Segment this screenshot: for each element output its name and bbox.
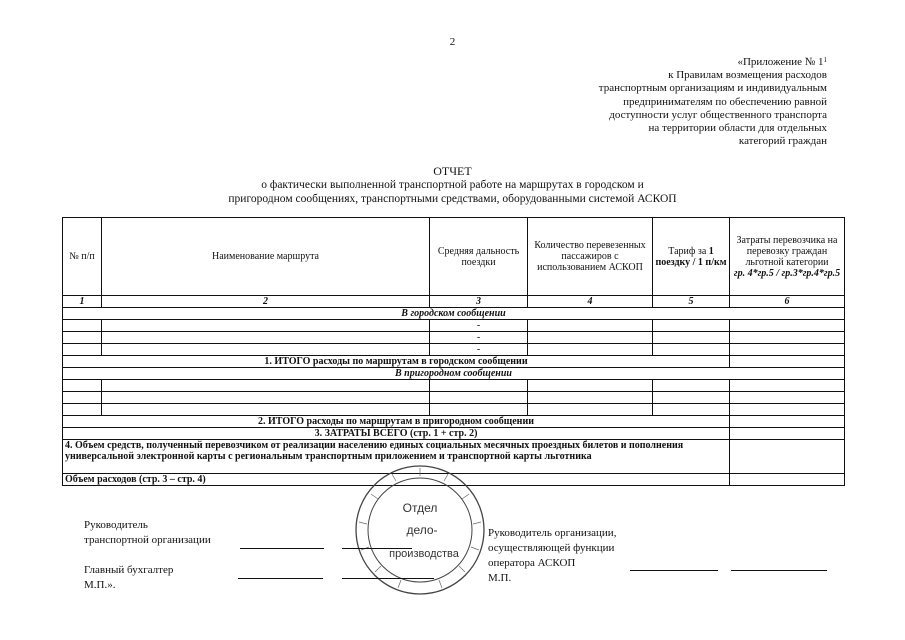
table-cell	[730, 380, 845, 392]
appendix-title-sup: 1	[823, 56, 827, 64]
table-cell-dash: -	[430, 332, 528, 344]
signature-director-org-label: транспортной организации	[84, 534, 211, 546]
signature-block-right	[488, 526, 616, 586]
section-title-city: В городском сообщении	[63, 308, 845, 320]
table-cell	[528, 344, 653, 356]
operator-director-label: Руководитель организации,	[488, 527, 617, 539]
total-row-city	[63, 356, 845, 368]
signature-accountant	[84, 563, 173, 593]
signature-accountant-label: Главный бухгалтер	[84, 564, 174, 576]
section-row-city	[63, 308, 845, 320]
appendix-line: транспортным организациям и индивидуальным	[598, 82, 827, 95]
costs-label: Затраты перевозчика на перевозку граждан льготной категории	[736, 234, 838, 268]
table-cell	[102, 344, 430, 356]
section-title-suburban: В пригородном сообщении	[63, 368, 845, 380]
table-header-row	[63, 218, 845, 296]
table-cell	[102, 392, 430, 404]
expenses-volume-label: Объем расходов (стр. 3 – стр. 4)	[63, 474, 730, 486]
col-header-tariff	[653, 218, 730, 296]
operator-function-label: осуществляющей функции	[488, 542, 615, 554]
report-table	[62, 217, 845, 486]
col-header-costs	[730, 218, 845, 296]
table-cell	[63, 332, 102, 344]
table-cell	[730, 320, 845, 332]
total-all-label: 3. ЗАТРАТЫ ВСЕГО (стр. 1 + стр. 2)	[63, 428, 730, 440]
page-number: 2	[449, 36, 456, 48]
table-cell-dash: -	[430, 320, 528, 332]
signature-line	[630, 570, 718, 571]
report-subtitle-line1: о фактически выполненной транспортной работе на маршрутах в городском и	[261, 179, 644, 191]
table-row	[63, 344, 845, 356]
table-cell	[63, 380, 102, 392]
signature-director-label: Руководитель	[84, 519, 148, 531]
table-cell	[653, 320, 730, 332]
signature-line	[240, 548, 324, 549]
appendix-line: категорий граждан	[738, 135, 827, 148]
total-suburban-label: 2. ИТОГО расходы по маршрутам в пригородном сообщении	[63, 416, 730, 428]
table-cell	[730, 344, 845, 356]
total-row-suburban	[63, 416, 845, 428]
table-row	[63, 404, 845, 416]
table-row	[63, 380, 845, 392]
table-cell	[653, 404, 730, 416]
appendix-line: к Правилам возмещения расходов	[668, 69, 827, 82]
table-row	[63, 392, 845, 404]
table-cell	[63, 320, 102, 332]
table-cell	[430, 404, 528, 416]
column-number: 2	[102, 296, 430, 308]
col-header-avg-distance: Средняя дальность поездки	[430, 218, 528, 296]
table-cell	[653, 380, 730, 392]
report-title	[0, 164, 905, 206]
table-cell	[730, 474, 845, 486]
total-row-all	[63, 428, 845, 440]
column-number: 3	[430, 296, 528, 308]
signature-line	[238, 578, 323, 579]
table-cell	[430, 380, 528, 392]
col-header-passengers: Количество перевезенных пассажиров с использованием АСКОП	[528, 218, 653, 296]
table-cell	[430, 392, 528, 404]
seal-label-left: М.П.».	[84, 579, 116, 591]
table-cell	[528, 380, 653, 392]
signature-line	[342, 578, 434, 579]
table-cell	[63, 392, 102, 404]
table-cell	[102, 332, 430, 344]
col-header-number: № п/п	[63, 218, 102, 296]
table-cell	[653, 392, 730, 404]
appendix-line: на территории области для отдельных	[648, 122, 827, 135]
report-heading: ОТЧЕТ	[433, 164, 472, 178]
stamp-line3: производства	[389, 548, 459, 560]
column-number: 6	[730, 296, 845, 308]
appendix-line: доступности услуг общественного транспорта	[609, 108, 827, 121]
table-cell	[730, 392, 845, 404]
table-cell	[653, 344, 730, 356]
table-cell	[528, 332, 653, 344]
total-city-label: 1. ИТОГО расходы по маршрутам в городском сообщении	[63, 356, 730, 368]
table-cell	[730, 440, 845, 474]
signature-block-left	[84, 518, 211, 548]
appendix-title: «Приложение № 1	[737, 56, 824, 68]
appendix-line: предпринимателям по обеспечению равной	[623, 95, 827, 108]
table-cell	[730, 428, 845, 440]
section-row-suburban	[63, 368, 845, 380]
table-cell	[63, 404, 102, 416]
table-cell	[528, 392, 653, 404]
seal-label-right: М.П.	[488, 572, 512, 584]
column-number: 1	[63, 296, 102, 308]
table-cell-dash: -	[430, 344, 528, 356]
column-number: 4	[528, 296, 653, 308]
costs-formula: гр. 4*гр.5 / гр.3*гр.4*гр.5	[733, 267, 841, 279]
tariff-unit: 1 поездку / 1 п/км	[655, 245, 727, 268]
table-row	[63, 332, 845, 344]
table-cell	[102, 380, 430, 392]
table-cell	[730, 404, 845, 416]
stamp-line2: дело-	[406, 523, 438, 537]
table-cell	[528, 320, 653, 332]
appendix-header	[497, 56, 827, 148]
table-cell	[730, 356, 845, 368]
table-row	[63, 320, 845, 332]
report-subtitle-line2: пригородном сообщениях, транспортными средствами, оборудованными системой АСКОП	[228, 192, 677, 205]
funds-label: 4. Объем средств, полученный перевозчиком от реализации населению единых социальных месячных проездных билетов и пополнения универсальной электронной карты с региональным транспортным приложением и транспортной карты льготника	[63, 440, 730, 474]
signature-line	[342, 548, 412, 549]
column-numbers-row	[63, 296, 845, 308]
table-cell	[102, 320, 430, 332]
table-cell	[730, 332, 845, 344]
tariff-label: Тариф за	[668, 245, 709, 257]
operator-name-label: оператора АСКОП	[488, 557, 576, 569]
table-cell	[102, 404, 430, 416]
table-cell	[653, 332, 730, 344]
column-number: 5	[653, 296, 730, 308]
table-cell	[63, 344, 102, 356]
table-cell	[528, 404, 653, 416]
col-header-route-name: Наименование маршрута	[102, 218, 430, 296]
stamp-line1: Отдел	[402, 501, 438, 515]
table-cell	[730, 416, 845, 428]
signature-line	[731, 570, 827, 571]
